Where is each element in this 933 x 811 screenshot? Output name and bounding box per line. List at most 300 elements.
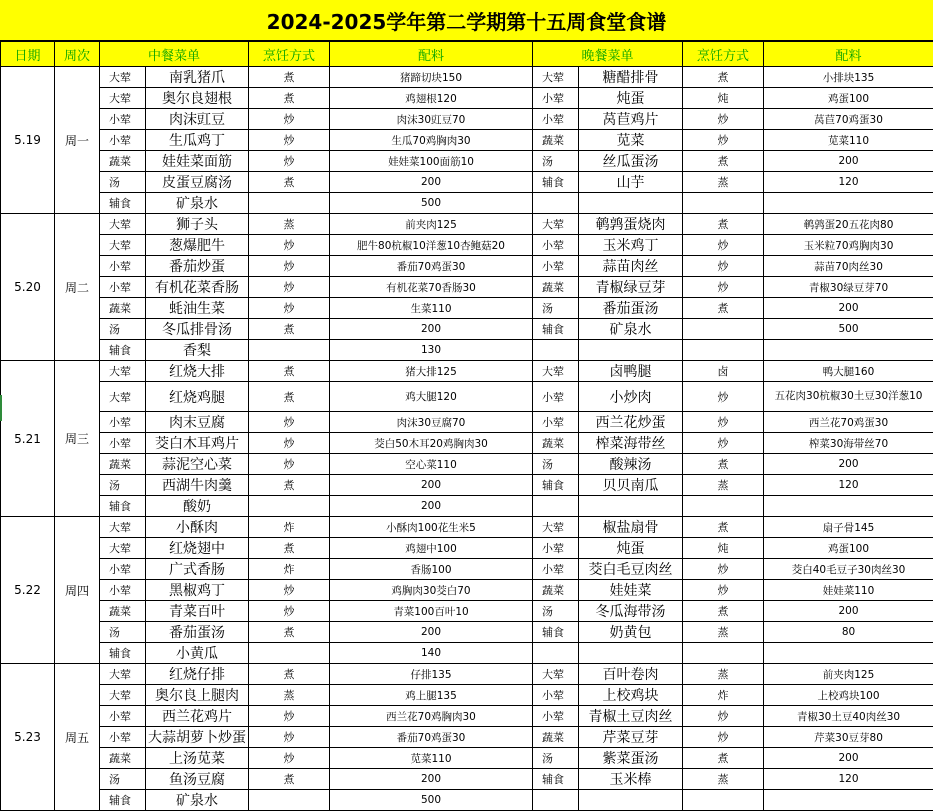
lunch-category-cell[interactable]: 辅食 bbox=[100, 496, 146, 517]
lunch-method-cell[interactable]: 炒 bbox=[249, 298, 330, 319]
dinner-ingredients-cell[interactable]: 上校鸡块100 bbox=[764, 685, 933, 706]
dinner-ingredients-cell[interactable] bbox=[764, 643, 933, 664]
dinner-dish-cell[interactable] bbox=[579, 643, 683, 664]
dinner-dish-cell[interactable]: 苋菜 bbox=[579, 130, 683, 151]
lunch-ingredients-cell[interactable]: 200 bbox=[330, 496, 533, 517]
dinner-dish-cell[interactable]: 青椒土豆肉丝 bbox=[579, 706, 683, 727]
dinner-method-cell[interactable]: 炖 bbox=[683, 88, 764, 109]
lunch-category-cell[interactable]: 大荤 bbox=[100, 517, 146, 538]
lunch-dish-cell[interactable]: 酸奶 bbox=[146, 496, 249, 517]
lunch-method-cell[interactable]: 炒 bbox=[249, 454, 330, 475]
dinner-ingredients-cell[interactable]: 鹌鹑蛋20五花肉80 bbox=[764, 214, 933, 235]
dinner-ingredients-cell[interactable]: 蒜苗70肉丝30 bbox=[764, 256, 933, 277]
dinner-ingredients-cell[interactable]: 500 bbox=[764, 319, 933, 340]
lunch-category-cell[interactable]: 大荤 bbox=[100, 538, 146, 559]
lunch-dish-cell[interactable]: 生瓜鸡丁 bbox=[146, 130, 249, 151]
dinner-ingredients-cell[interactable]: 娃娃菜110 bbox=[764, 580, 933, 601]
lunch-ingredients-cell[interactable]: 肉沫30豇豆70 bbox=[330, 109, 533, 130]
header-week[interactable]: 周次 bbox=[55, 42, 100, 67]
lunch-ingredients-cell[interactable]: 猪蹄切块150 bbox=[330, 67, 533, 88]
dinner-category-cell[interactable]: 蔬菜 bbox=[533, 130, 579, 151]
dinner-method-cell[interactable]: 炒 bbox=[683, 235, 764, 256]
dinner-method-cell[interactable]: 煮 bbox=[683, 454, 764, 475]
lunch-category-cell[interactable]: 汤 bbox=[100, 622, 146, 643]
lunch-dish-cell[interactable]: 蒜泥空心菜 bbox=[146, 454, 249, 475]
lunch-ingredients-cell[interactable]: 青菜100百叶10 bbox=[330, 601, 533, 622]
dinner-ingredients-cell[interactable]: 青椒30土豆40肉丝30 bbox=[764, 706, 933, 727]
lunch-method-cell[interactable]: 炒 bbox=[249, 706, 330, 727]
lunch-dish-cell[interactable]: 红烧仔排 bbox=[146, 664, 249, 685]
lunch-method-cell[interactable]: 炒 bbox=[249, 433, 330, 454]
weekday-cell[interactable]: 周一 bbox=[55, 67, 100, 214]
lunch-method-cell[interactable]: 煮 bbox=[249, 172, 330, 193]
lunch-dish-cell[interactable]: 葱爆肥牛 bbox=[146, 235, 249, 256]
lunch-ingredients-cell[interactable]: 番茄70鸡蛋30 bbox=[330, 727, 533, 748]
lunch-ingredients-cell[interactable]: 鸡翅中100 bbox=[330, 538, 533, 559]
lunch-category-cell[interactable]: 汤 bbox=[100, 769, 146, 790]
lunch-method-cell[interactable]: 炒 bbox=[249, 256, 330, 277]
dinner-ingredients-cell[interactable]: 青椒30绿豆芽70 bbox=[764, 277, 933, 298]
dinner-dish-cell[interactable]: 冬瓜海带汤 bbox=[579, 601, 683, 622]
lunch-dish-cell[interactable]: 番茄蛋汤 bbox=[146, 622, 249, 643]
lunch-category-cell[interactable]: 小荤 bbox=[100, 727, 146, 748]
dinner-category-cell[interactable]: 大荤 bbox=[533, 664, 579, 685]
dinner-method-cell[interactable]: 煮 bbox=[683, 601, 764, 622]
dinner-method-cell[interactable]: 卤 bbox=[683, 361, 764, 382]
lunch-dish-cell[interactable]: 广式香肠 bbox=[146, 559, 249, 580]
dinner-method-cell[interactable]: 炒 bbox=[683, 256, 764, 277]
lunch-dish-cell[interactable]: 黑椒鸡丁 bbox=[146, 580, 249, 601]
lunch-ingredients-cell[interactable]: 肉沫30豆腐70 bbox=[330, 412, 533, 433]
lunch-method-cell[interactable] bbox=[249, 193, 330, 214]
dinner-dish-cell[interactable]: 玉米棒 bbox=[579, 769, 683, 790]
header-date[interactable]: 日期 bbox=[1, 42, 55, 67]
dinner-method-cell[interactable] bbox=[683, 643, 764, 664]
dinner-dish-cell[interactable]: 上校鸡块 bbox=[579, 685, 683, 706]
lunch-dish-cell[interactable]: 娃娃菜面筋 bbox=[146, 151, 249, 172]
lunch-category-cell[interactable]: 大荤 bbox=[100, 361, 146, 382]
lunch-ingredients-cell[interactable]: 200 bbox=[330, 319, 533, 340]
lunch-method-cell[interactable]: 炒 bbox=[249, 727, 330, 748]
lunch-ingredients-cell[interactable]: 鸡胸肉30茭白70 bbox=[330, 580, 533, 601]
dinner-ingredients-cell[interactable]: 200 bbox=[764, 748, 933, 769]
dinner-category-cell[interactable]: 大荤 bbox=[533, 214, 579, 235]
dinner-dish-cell[interactable]: 蒜苗肉丝 bbox=[579, 256, 683, 277]
dinner-dish-cell[interactable]: 百叶卷肉 bbox=[579, 664, 683, 685]
lunch-method-cell[interactable]: 炒 bbox=[249, 412, 330, 433]
dinner-method-cell[interactable]: 炒 bbox=[683, 130, 764, 151]
dinner-dish-cell[interactable]: 矿泉水 bbox=[579, 319, 683, 340]
dinner-category-cell[interactable]: 大荤 bbox=[533, 517, 579, 538]
dinner-method-cell[interactable]: 蒸 bbox=[683, 664, 764, 685]
lunch-category-cell[interactable]: 小荤 bbox=[100, 109, 146, 130]
dinner-category-cell[interactable] bbox=[533, 193, 579, 214]
table-row bbox=[1, 382, 933, 412]
lunch-category-cell[interactable]: 蔬菜 bbox=[100, 601, 146, 622]
lunch-category-cell[interactable]: 蔬菜 bbox=[100, 748, 146, 769]
dinner-ingredients-cell[interactable]: 120 bbox=[764, 172, 933, 193]
dinner-ingredients-cell[interactable] bbox=[764, 193, 933, 214]
lunch-ingredients-cell[interactable]: 苋菜110 bbox=[330, 748, 533, 769]
lunch-method-cell[interactable]: 煮 bbox=[249, 361, 330, 382]
dinner-dish-cell[interactable] bbox=[579, 496, 683, 517]
lunch-category-cell[interactable]: 大荤 bbox=[100, 685, 146, 706]
lunch-method-cell[interactable]: 煮 bbox=[249, 319, 330, 340]
lunch-category-cell[interactable]: 汤 bbox=[100, 319, 146, 340]
lunch-dish-cell[interactable]: 红烧翅中 bbox=[146, 538, 249, 559]
dinner-method-cell[interactable]: 煮 bbox=[683, 67, 764, 88]
lunch-method-cell[interactable]: 煮 bbox=[249, 622, 330, 643]
dinner-method-cell[interactable]: 蒸 bbox=[683, 475, 764, 496]
lunch-category-cell[interactable]: 蔬菜 bbox=[100, 454, 146, 475]
dinner-category-cell[interactable]: 小荤 bbox=[533, 88, 579, 109]
lunch-category-cell[interactable]: 辅食 bbox=[100, 340, 146, 361]
lunch-category-cell[interactable]: 大荤 bbox=[100, 88, 146, 109]
dinner-category-cell[interactable] bbox=[533, 496, 579, 517]
lunch-dish-cell[interactable]: 狮子头 bbox=[146, 214, 249, 235]
lunch-method-cell[interactable]: 炸 bbox=[249, 559, 330, 580]
lunch-dish-cell[interactable]: 红烧大排 bbox=[146, 361, 249, 382]
dinner-category-cell[interactable]: 大荤 bbox=[533, 361, 579, 382]
lunch-dish-cell[interactable]: 蚝油生菜 bbox=[146, 298, 249, 319]
dinner-ingredients-cell[interactable]: 80 bbox=[764, 622, 933, 643]
lunch-dish-cell[interactable]: 上汤苋菜 bbox=[146, 748, 249, 769]
dinner-ingredients-cell[interactable]: 芹菜30豆芽80 bbox=[764, 727, 933, 748]
lunch-ingredients-cell[interactable]: 生瓜70鸡胸肉30 bbox=[330, 130, 533, 151]
dinner-method-cell[interactable]: 炒 bbox=[683, 277, 764, 298]
lunch-method-cell[interactable]: 煮 bbox=[249, 664, 330, 685]
dinner-method-cell[interactable]: 炖 bbox=[683, 538, 764, 559]
lunch-dish-cell[interactable]: 小黄瓜 bbox=[146, 643, 249, 664]
lunch-ingredients-cell[interactable]: 200 bbox=[330, 475, 533, 496]
dinner-method-cell[interactable] bbox=[683, 193, 764, 214]
dinner-ingredients-cell[interactable]: 120 bbox=[764, 475, 933, 496]
lunch-method-cell[interactable]: 炒 bbox=[249, 277, 330, 298]
dinner-dish-cell[interactable]: 山芋 bbox=[579, 172, 683, 193]
dinner-method-cell[interactable] bbox=[683, 790, 764, 811]
dinner-category-cell[interactable]: 汤 bbox=[533, 298, 579, 319]
lunch-method-cell[interactable] bbox=[249, 496, 330, 517]
dinner-method-cell[interactable]: 炒 bbox=[683, 382, 764, 412]
dinner-category-cell[interactable] bbox=[533, 340, 579, 361]
dinner-ingredients-cell[interactable]: 200 bbox=[764, 151, 933, 172]
dinner-dish-cell[interactable]: 茭白毛豆肉丝 bbox=[579, 559, 683, 580]
dinner-method-cell[interactable] bbox=[683, 340, 764, 361]
lunch-method-cell[interactable]: 炒 bbox=[249, 109, 330, 130]
lunch-method-cell[interactable]: 煮 bbox=[249, 382, 330, 412]
date-cell[interactable]: 5.19 bbox=[1, 67, 55, 214]
lunch-category-cell[interactable]: 辅食 bbox=[100, 643, 146, 664]
lunch-category-cell[interactable]: 小荤 bbox=[100, 277, 146, 298]
dinner-category-cell[interactable]: 蔬菜 bbox=[533, 277, 579, 298]
dinner-category-cell[interactable]: 辅食 bbox=[533, 769, 579, 790]
lunch-method-cell[interactable]: 蒸 bbox=[249, 214, 330, 235]
lunch-category-cell[interactable]: 辅食 bbox=[100, 790, 146, 811]
dinner-ingredients-cell[interactable]: 200 bbox=[764, 601, 933, 622]
lunch-category-cell[interactable]: 小荤 bbox=[100, 706, 146, 727]
lunch-dish-cell[interactable]: 皮蛋豆腐汤 bbox=[146, 172, 249, 193]
dinner-category-cell[interactable]: 小荤 bbox=[533, 538, 579, 559]
weekday-cell[interactable]: 周四 bbox=[55, 517, 100, 664]
lunch-method-cell[interactable]: 煮 bbox=[249, 88, 330, 109]
lunch-ingredients-cell[interactable]: 肥牛80杭椒10洋葱10杏鲍菇20 bbox=[330, 235, 533, 256]
date-cell[interactable]: 5.20 bbox=[1, 214, 55, 361]
lunch-dish-cell[interactable]: 西湖牛肉羹 bbox=[146, 475, 249, 496]
dinner-ingredients-cell[interactable]: 200 bbox=[764, 298, 933, 319]
dinner-method-cell[interactable]: 煮 bbox=[683, 748, 764, 769]
lunch-ingredients-cell[interactable]: 茭白50木耳20鸡胸肉30 bbox=[330, 433, 533, 454]
dinner-category-cell[interactable] bbox=[533, 643, 579, 664]
dinner-dish-cell[interactable] bbox=[579, 340, 683, 361]
dinner-category-cell[interactable]: 蔬菜 bbox=[533, 433, 579, 454]
lunch-category-cell[interactable]: 小荤 bbox=[100, 433, 146, 454]
dinner-category-cell[interactable]: 辅食 bbox=[533, 622, 579, 643]
date-cell[interactable]: 5.22 bbox=[1, 517, 55, 664]
lunch-category-cell[interactable]: 小荤 bbox=[100, 256, 146, 277]
dinner-ingredients-cell[interactable]: 鸭大腿160 bbox=[764, 361, 933, 382]
dinner-method-cell[interactable] bbox=[683, 496, 764, 517]
dinner-category-cell[interactable]: 汤 bbox=[533, 454, 579, 475]
lunch-ingredients-cell[interactable]: 番茄70鸡蛋30 bbox=[330, 256, 533, 277]
dinner-category-cell[interactable]: 汤 bbox=[533, 151, 579, 172]
lunch-category-cell[interactable]: 小荤 bbox=[100, 130, 146, 151]
dinner-dish-cell[interactable]: 卤鸭腿 bbox=[579, 361, 683, 382]
dinner-dish-cell[interactable]: 小炒肉 bbox=[579, 382, 683, 412]
lunch-ingredients-cell[interactable]: 500 bbox=[330, 193, 533, 214]
dinner-category-cell[interactable]: 汤 bbox=[533, 748, 579, 769]
lunch-method-cell[interactable] bbox=[249, 340, 330, 361]
dinner-category-cell[interactable]: 小荤 bbox=[533, 235, 579, 256]
dinner-category-cell[interactable]: 小荤 bbox=[533, 685, 579, 706]
dinner-ingredients-cell[interactable]: 榨菜30海带丝70 bbox=[764, 433, 933, 454]
lunch-category-cell[interactable]: 辅食 bbox=[100, 193, 146, 214]
lunch-dish-cell[interactable]: 大蒜胡萝卜炒蛋 bbox=[146, 727, 249, 748]
dinner-ingredients-cell[interactable]: 前夹肉125 bbox=[764, 664, 933, 685]
dinner-category-cell[interactable]: 辅食 bbox=[533, 172, 579, 193]
lunch-category-cell[interactable]: 汤 bbox=[100, 475, 146, 496]
lunch-dish-cell[interactable]: 香梨 bbox=[146, 340, 249, 361]
lunch-ingredients-cell[interactable]: 前夹肉125 bbox=[330, 214, 533, 235]
dinner-dish-cell[interactable]: 酸辣汤 bbox=[579, 454, 683, 475]
lunch-method-cell[interactable]: 煮 bbox=[249, 475, 330, 496]
dinner-ingredients-cell[interactable]: 200 bbox=[764, 454, 933, 475]
dinner-ingredients-cell[interactable]: 苋菜110 bbox=[764, 130, 933, 151]
lunch-category-cell[interactable]: 大荤 bbox=[100, 664, 146, 685]
lunch-ingredients-cell[interactable]: 140 bbox=[330, 643, 533, 664]
lunch-ingredients-cell[interactable]: 130 bbox=[330, 340, 533, 361]
dinner-dish-cell[interactable]: 丝瓜蛋汤 bbox=[579, 151, 683, 172]
dinner-category-cell[interactable] bbox=[533, 790, 579, 811]
dinner-category-cell[interactable]: 小荤 bbox=[533, 559, 579, 580]
lunch-method-cell[interactable]: 蒸 bbox=[249, 685, 330, 706]
dinner-method-cell[interactable]: 炒 bbox=[683, 580, 764, 601]
lunch-dish-cell[interactable]: 有机花菜香肠 bbox=[146, 277, 249, 298]
lunch-ingredients-cell[interactable]: 香肠100 bbox=[330, 559, 533, 580]
lunch-ingredients-cell[interactable]: 鸡大腿120 bbox=[330, 382, 533, 412]
lunch-method-cell[interactable]: 炒 bbox=[249, 235, 330, 256]
lunch-dish-cell[interactable]: 矿泉水 bbox=[146, 193, 249, 214]
dinner-category-cell[interactable]: 蔬菜 bbox=[533, 580, 579, 601]
weekday-cell[interactable]: 周五 bbox=[55, 664, 100, 811]
lunch-category-cell[interactable]: 小荤 bbox=[100, 559, 146, 580]
lunch-dish-cell[interactable]: 番茄炒蛋 bbox=[146, 256, 249, 277]
dinner-method-cell[interactable]: 煮 bbox=[683, 298, 764, 319]
dinner-ingredients-cell[interactable] bbox=[764, 790, 933, 811]
lunch-dish-cell[interactable]: 小酥肉 bbox=[146, 517, 249, 538]
lunch-category-cell[interactable]: 小荤 bbox=[100, 580, 146, 601]
dinner-dish-cell[interactable] bbox=[579, 790, 683, 811]
header-dinner-ingredients[interactable]: 配料 bbox=[764, 42, 933, 67]
dinner-ingredients-cell[interactable]: 西兰花70鸡蛋30 bbox=[764, 412, 933, 433]
dinner-method-cell[interactable]: 煮 bbox=[683, 517, 764, 538]
dinner-method-cell[interactable]: 炒 bbox=[683, 433, 764, 454]
dinner-dish-cell[interactable]: 鹌鹑蛋烧肉 bbox=[579, 214, 683, 235]
lunch-method-cell[interactable] bbox=[249, 790, 330, 811]
dinner-method-cell[interactable]: 蒸 bbox=[683, 172, 764, 193]
dinner-method-cell[interactable]: 炒 bbox=[683, 412, 764, 433]
dinner-dish-cell[interactable]: 榨菜海带丝 bbox=[579, 433, 683, 454]
dinner-ingredients-cell[interactable] bbox=[764, 496, 933, 517]
dinner-ingredients-cell[interactable]: 小排块135 bbox=[764, 67, 933, 88]
header-lunch-menu[interactable]: 中餐菜单 bbox=[100, 42, 249, 67]
dinner-method-cell[interactable]: 炒 bbox=[683, 559, 764, 580]
dinner-dish-cell[interactable]: 紫菜蛋汤 bbox=[579, 748, 683, 769]
lunch-dish-cell[interactable]: 青菜百叶 bbox=[146, 601, 249, 622]
weekday-cell[interactable]: 周二 bbox=[55, 214, 100, 361]
lunch-dish-cell[interactable]: 鱼汤豆腐 bbox=[146, 769, 249, 790]
lunch-category-cell[interactable]: 汤 bbox=[100, 172, 146, 193]
dinner-ingredients-cell[interactable]: 茭白40毛豆子30肉丝30 bbox=[764, 559, 933, 580]
dinner-ingredients-cell[interactable]: 鸡蛋100 bbox=[764, 88, 933, 109]
lunch-ingredients-cell[interactable]: 200 bbox=[330, 769, 533, 790]
dinner-method-cell[interactable]: 炸 bbox=[683, 685, 764, 706]
table-row bbox=[1, 88, 933, 109]
dinner-method-cell[interactable]: 煮 bbox=[683, 151, 764, 172]
lunch-ingredients-cell[interactable]: 西兰花70鸡胸肉30 bbox=[330, 706, 533, 727]
dinner-category-cell[interactable]: 小荤 bbox=[533, 382, 579, 412]
dinner-method-cell[interactable]: 炒 bbox=[683, 109, 764, 130]
dinner-category-cell[interactable]: 小荤 bbox=[533, 706, 579, 727]
dinner-method-cell[interactable]: 炒 bbox=[683, 727, 764, 748]
dinner-dish-cell[interactable]: 芹菜豆芽 bbox=[579, 727, 683, 748]
dinner-method-cell[interactable]: 蒸 bbox=[683, 769, 764, 790]
lunch-dish-cell[interactable]: 矿泉水 bbox=[146, 790, 249, 811]
lunch-ingredients-cell[interactable]: 有机花菜70香肠30 bbox=[330, 277, 533, 298]
dinner-dish-cell[interactable]: 炖蛋 bbox=[579, 88, 683, 109]
lunch-method-cell[interactable]: 炒 bbox=[249, 580, 330, 601]
dinner-category-cell[interactable]: 大荤 bbox=[533, 67, 579, 88]
dinner-method-cell[interactable]: 炒 bbox=[683, 706, 764, 727]
lunch-ingredients-cell[interactable]: 500 bbox=[330, 790, 533, 811]
lunch-method-cell[interactable]: 炒 bbox=[249, 151, 330, 172]
date-cell[interactable]: 5.21 bbox=[1, 361, 55, 517]
dinner-method-cell[interactable]: 煮 bbox=[683, 214, 764, 235]
dinner-ingredients-cell[interactable]: 莴苣70鸡蛋30 bbox=[764, 109, 933, 130]
lunch-dish-cell[interactable]: 奥尔良翅根 bbox=[146, 88, 249, 109]
dinner-dish-cell[interactable]: 莴苣鸡片 bbox=[579, 109, 683, 130]
date-cell[interactable]: 5.23 bbox=[1, 664, 55, 811]
dinner-category-cell[interactable]: 小荤 bbox=[533, 412, 579, 433]
dinner-dish-cell[interactable] bbox=[579, 193, 683, 214]
lunch-category-cell[interactable]: 大荤 bbox=[100, 67, 146, 88]
dinner-ingredients-cell[interactable]: 扇子骨145 bbox=[764, 517, 933, 538]
lunch-category-cell[interactable]: 大荤 bbox=[100, 235, 146, 256]
lunch-dish-cell[interactable]: 肉末豆腐 bbox=[146, 412, 249, 433]
lunch-method-cell[interactable]: 煮 bbox=[249, 769, 330, 790]
lunch-dish-cell[interactable]: 西兰花鸡片 bbox=[146, 706, 249, 727]
lunch-method-cell[interactable] bbox=[249, 643, 330, 664]
lunch-ingredients-cell[interactable]: 生菜110 bbox=[330, 298, 533, 319]
dinner-ingredients-cell[interactable]: 鸡蛋100 bbox=[764, 538, 933, 559]
dinner-dish-cell[interactable]: 椒盐扇骨 bbox=[579, 517, 683, 538]
dinner-dish-cell[interactable]: 玉米鸡丁 bbox=[579, 235, 683, 256]
dinner-category-cell[interactable]: 辅食 bbox=[533, 475, 579, 496]
lunch-dish-cell[interactable]: 奥尔良上腿肉 bbox=[146, 685, 249, 706]
dinner-method-cell[interactable] bbox=[683, 319, 764, 340]
dinner-dish-cell[interactable]: 炖蛋 bbox=[579, 538, 683, 559]
dinner-dish-cell[interactable]: 番茄蛋汤 bbox=[579, 298, 683, 319]
lunch-ingredients-cell[interactable]: 200 bbox=[330, 172, 533, 193]
lunch-ingredients-cell[interactable]: 小酥肉100花生米5 bbox=[330, 517, 533, 538]
header-dinner-menu[interactable]: 晚餐菜单 bbox=[533, 42, 683, 67]
dinner-category-cell[interactable]: 辅食 bbox=[533, 319, 579, 340]
lunch-method-cell[interactable]: 炒 bbox=[249, 130, 330, 151]
lunch-ingredients-cell[interactable]: 鸡上腿135 bbox=[330, 685, 533, 706]
dinner-dish-cell[interactable]: 贝贝南瓜 bbox=[579, 475, 683, 496]
dinner-dish-cell[interactable]: 西兰花炒蛋 bbox=[579, 412, 683, 433]
lunch-dish-cell[interactable]: 红烧鸡腿 bbox=[146, 382, 249, 412]
dinner-category-cell[interactable]: 汤 bbox=[533, 601, 579, 622]
header-lunch-method[interactable]: 烹饪方式 bbox=[249, 42, 330, 67]
lunch-category-cell[interactable]: 大荤 bbox=[100, 382, 146, 412]
dinner-category-cell[interactable]: 小荤 bbox=[533, 256, 579, 277]
dinner-dish-cell[interactable]: 糖醋排骨 bbox=[579, 67, 683, 88]
lunch-method-cell[interactable]: 炒 bbox=[249, 748, 330, 769]
lunch-dish-cell[interactable]: 南乳猪爪 bbox=[146, 67, 249, 88]
lunch-ingredients-cell[interactable]: 仔排135 bbox=[330, 664, 533, 685]
lunch-method-cell[interactable]: 煮 bbox=[249, 538, 330, 559]
lunch-method-cell[interactable]: 炒 bbox=[249, 601, 330, 622]
lunch-ingredients-cell[interactable]: 娃娃菜100面筋10 bbox=[330, 151, 533, 172]
lunch-ingredients-cell[interactable]: 空心菜110 bbox=[330, 454, 533, 475]
dinner-dish-cell[interactable]: 奶黄包 bbox=[579, 622, 683, 643]
dinner-dish-cell[interactable]: 娃娃菜 bbox=[579, 580, 683, 601]
dinner-ingredients-cell[interactable]: 120 bbox=[764, 769, 933, 790]
header-lunch-ingredients[interactable]: 配料 bbox=[330, 42, 533, 67]
dinner-category-cell[interactable]: 蔬菜 bbox=[533, 727, 579, 748]
lunch-dish-cell[interactable]: 冬瓜排骨汤 bbox=[146, 319, 249, 340]
lunch-method-cell[interactable]: 炸 bbox=[249, 517, 330, 538]
lunch-dish-cell[interactable]: 茭白木耳鸡片 bbox=[146, 433, 249, 454]
dinner-ingredients-cell[interactable] bbox=[764, 340, 933, 361]
lunch-category-cell[interactable]: 蔬菜 bbox=[100, 298, 146, 319]
lunch-ingredients-cell[interactable]: 猪大排125 bbox=[330, 361, 533, 382]
lunch-category-cell[interactable]: 蔬菜 bbox=[100, 151, 146, 172]
lunch-ingredients-cell[interactable]: 200 bbox=[330, 622, 533, 643]
dinner-ingredients-cell[interactable]: 五花肉30杭椒30土豆30洋葱10 bbox=[764, 382, 933, 412]
dinner-method-cell[interactable]: 蒸 bbox=[683, 622, 764, 643]
lunch-method-cell[interactable]: 煮 bbox=[249, 67, 330, 88]
lunch-ingredients-cell[interactable]: 鸡翅根120 bbox=[330, 88, 533, 109]
lunch-category-cell[interactable]: 小荤 bbox=[100, 412, 146, 433]
lunch-category-cell[interactable]: 大荤 bbox=[100, 214, 146, 235]
header-dinner-method[interactable]: 烹饪方式 bbox=[683, 42, 764, 67]
dinner-category-cell[interactable]: 小荤 bbox=[533, 109, 579, 130]
dinner-dish-cell[interactable]: 青椒绿豆芽 bbox=[579, 277, 683, 298]
dinner-ingredients-cell[interactable]: 玉米粒70鸡胸肉30 bbox=[764, 235, 933, 256]
weekday-cell[interactable]: 周三 bbox=[55, 361, 100, 517]
lunch-dish-cell[interactable]: 肉沫豇豆 bbox=[146, 109, 249, 130]
